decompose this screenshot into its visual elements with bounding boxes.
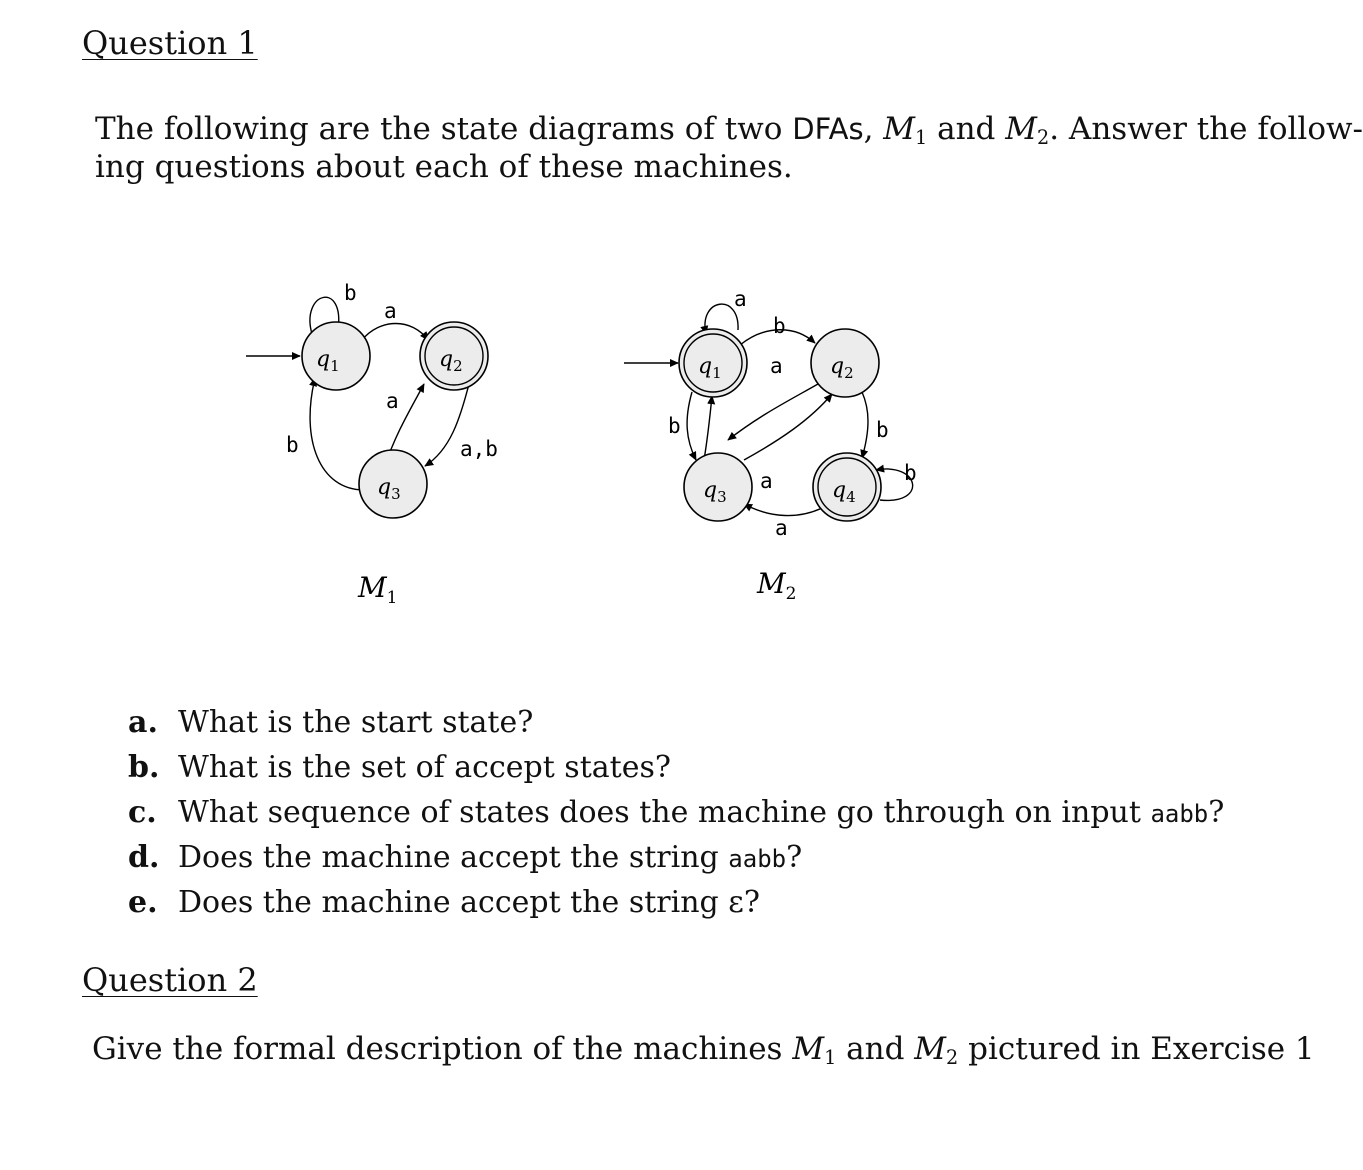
question-1-heading: Question 1 [82, 24, 258, 62]
m2-label-q2-q4: b [876, 418, 889, 442]
question-item: a. What is the start state? [128, 705, 534, 740]
dfa-term: DFAs [792, 112, 864, 146]
m1-label-q3-q2: a [386, 389, 399, 413]
m1-edge-q1-q2 [362, 324, 428, 341]
m2-state-q3 [684, 453, 752, 521]
m1-state-q2 [420, 322, 488, 390]
m2-edge-q2-q3 [728, 384, 818, 440]
m2-q2-label: $q_2$ [830, 354, 854, 382]
m2-state-q2 [811, 329, 879, 397]
m2-label-q3-q2: a [760, 469, 773, 493]
m1-label-q1-q2: a [384, 299, 397, 323]
m1-state-q3 [359, 450, 427, 518]
m2-label-q1-self: a [734, 287, 747, 311]
m2-label-q2-q3: a [770, 354, 783, 378]
input-string: aabb [728, 845, 787, 873]
m1-label-q2-q3: a,b [460, 437, 498, 461]
question-item: b. What is the set of accept states? [128, 750, 671, 785]
question-item: d. Does the machine accept the string aabb? [128, 840, 803, 875]
m2-edge-q1-q3 [687, 392, 696, 460]
question-item: c. What sequence of states does the machine go through on input aabb? [128, 795, 1225, 830]
m2-label-q1-q2: b [773, 314, 786, 338]
m2-diagram [624, 287, 917, 604]
m1-q1-label: $q_1$ [316, 347, 340, 375]
m2-edge-q3-q1 [704, 396, 712, 460]
m2-q1-label: $q_1$ [698, 354, 722, 382]
question-2-text: Give the formal description of the machines $M_1$ and $M_2$ pictured in Exercise 1 [92, 1031, 1315, 1069]
m1-q3-label: $q_3$ [377, 475, 401, 503]
intro-line-1: The following are the state diagrams of two DFAs, $M_1$ and $M_2$. Answer the follow- [95, 111, 1363, 149]
m1-state-q1 [302, 322, 370, 390]
m2-edge-q2-q4 [862, 392, 868, 458]
m1-q2-label: $q_2$ [439, 347, 463, 375]
m2-caption: $M_2$ [757, 567, 797, 604]
m1-diagram [246, 281, 498, 608]
m2-edge-q3-q2 [744, 394, 832, 460]
m2-state-q4 [813, 453, 881, 521]
m2-label-q1-q3: b [668, 414, 681, 438]
question-item: e. Does the machine accept the string ε? [128, 885, 760, 920]
input-string: aabb [1150, 800, 1209, 828]
question-list [128, 700, 1224, 925]
m2-q3-label: $q_3$ [703, 478, 727, 506]
m1-label-q3-q1: b [286, 433, 299, 457]
m1-caption: $M_1$ [358, 571, 398, 608]
m2-state-q1 [679, 329, 747, 397]
m1-label-q1-self: b [344, 281, 357, 305]
m2-label-q4-self: b [904, 461, 917, 485]
m1-edge-q3-q1 [310, 378, 364, 490]
m2-edge-q4-q3 [744, 504, 826, 516]
question-2-heading: Question 2 [82, 961, 258, 999]
intro-line-2: ing questions about each of these machines. [95, 149, 793, 185]
m2-q4-label: $q_4$ [832, 478, 856, 506]
m2-label-q4-q3: a [775, 516, 788, 540]
